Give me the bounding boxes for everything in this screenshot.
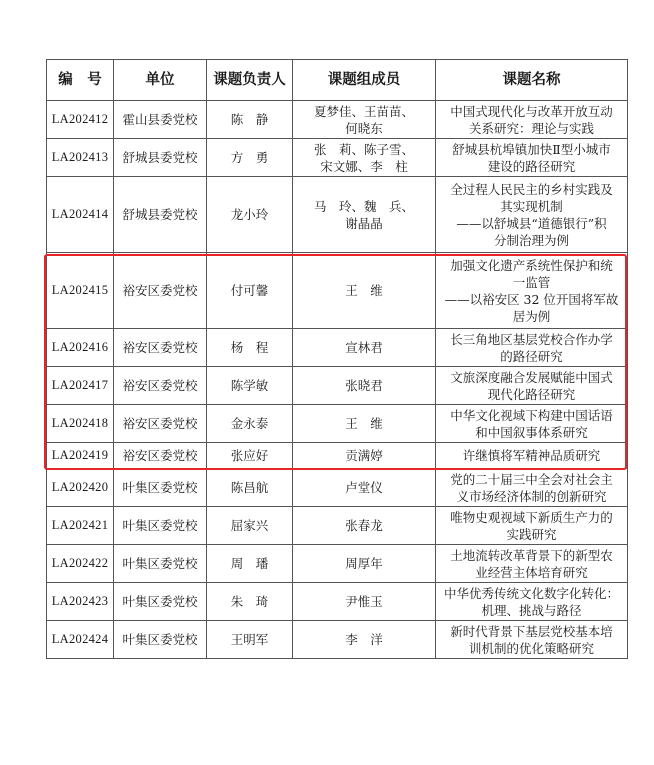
cell-unit: 裕安区委党校	[114, 405, 207, 443]
cell-leader: 龙小玲	[207, 177, 293, 253]
cell-leader: 王明军	[207, 621, 293, 659]
header-code: 编 号	[47, 60, 114, 101]
cell-members: 张 莉、陈子雪、 宋文娜、李 柱	[293, 139, 436, 177]
cell-unit: 叶集区委党校	[114, 583, 207, 621]
cell-code: LA202419	[47, 443, 114, 469]
table-row	[47, 367, 628, 405]
cell-leader: 陈 静	[207, 101, 293, 139]
cell-members: 张春龙	[293, 507, 436, 545]
table-row	[47, 507, 628, 545]
cell-title: 新时代背景下基层党校基本培 训机制的优化策略研究	[436, 621, 628, 659]
cell-unit: 霍山县委党校	[114, 101, 207, 139]
cell-members: 张晓君	[293, 367, 436, 405]
cell-leader: 周 璠	[207, 545, 293, 583]
table-row	[47, 443, 628, 469]
cell-code: LA202423	[47, 583, 114, 621]
cell-code: LA202412	[47, 101, 114, 139]
table-row	[47, 545, 628, 583]
table-row	[47, 405, 628, 443]
cell-title: 土地流转改革背景下的新型农 业经营主体培育研究	[436, 545, 628, 583]
table-row	[47, 139, 628, 177]
cell-code: LA202413	[47, 139, 114, 177]
cell-members: 夏梦佳、王苗苗、 何晓东	[293, 101, 436, 139]
document-page	[46, 59, 627, 659]
cell-leader: 金永泰	[207, 405, 293, 443]
cell-unit: 舒城县委党校	[114, 139, 207, 177]
cell-title: 长三角地区基层党校合作办学 的路径研究	[436, 329, 628, 367]
cell-title: 党的二十届三中全会对社会主 义市场经济体制的创新研究	[436, 469, 628, 507]
cell-members: 贡满婷	[293, 443, 436, 469]
cell-code: LA202424	[47, 621, 114, 659]
cell-unit: 叶集区委党校	[114, 621, 207, 659]
cell-code: LA202420	[47, 469, 114, 507]
cell-unit: 叶集区委党校	[114, 545, 207, 583]
cell-title: 中国式现代化与改革开放互动 关系研究：理论与实践	[436, 101, 628, 139]
cell-unit: 裕安区委党校	[114, 367, 207, 405]
cell-leader: 付可馨	[207, 253, 293, 329]
cell-title: 中华优秀传统文化数字化转化： 机理、挑战与路径	[436, 583, 628, 621]
table-header-row	[47, 60, 628, 101]
table-row	[47, 253, 628, 329]
cell-unit: 舒城县委党校	[114, 177, 207, 253]
cell-members: 尹惟玉	[293, 583, 436, 621]
cell-code: LA202417	[47, 367, 114, 405]
cell-unit: 裕安区委党校	[114, 329, 207, 367]
cell-members: 马 玲、魏 兵、 谢晶晶	[293, 177, 436, 253]
cell-unit: 叶集区委党校	[114, 469, 207, 507]
cell-title: 加强文化遗产系统性保护和统 一监管 ——以裕安区 32 位开国将军故 居为例	[436, 253, 628, 329]
cell-members: 周厚年	[293, 545, 436, 583]
cell-title: 中华文化视域下构建中国话语 和中国叙事体系研究	[436, 405, 628, 443]
table-row	[47, 329, 628, 367]
cell-members: 王 维	[293, 405, 436, 443]
cell-code: LA202414	[47, 177, 114, 253]
cell-code: LA202416	[47, 329, 114, 367]
cell-code: LA202421	[47, 507, 114, 545]
cell-leader: 陈学敏	[207, 367, 293, 405]
cell-members: 宣林君	[293, 329, 436, 367]
cell-leader: 朱 琦	[207, 583, 293, 621]
cell-code: LA202418	[47, 405, 114, 443]
cell-title: 文旅深度融合发展赋能中国式 现代化路径研究	[436, 367, 628, 405]
cell-leader: 张应好	[207, 443, 293, 469]
table-row	[47, 469, 628, 507]
cell-code: LA202422	[47, 545, 114, 583]
cell-members: 卢堂仪	[293, 469, 436, 507]
cell-leader: 陈昌航	[207, 469, 293, 507]
cell-code: LA202415	[47, 253, 114, 329]
cell-leader: 屈家兴	[207, 507, 293, 545]
table-row	[47, 177, 628, 253]
header-members: 课题组成员	[293, 60, 436, 101]
project-table	[46, 59, 628, 659]
header-leader: 课题负责人	[207, 60, 293, 101]
cell-title: 全过程人民民主的乡村实践及 其实现机制 ——以舒城县“道德银行”积 分制治理为例	[436, 177, 628, 253]
cell-unit: 裕安区委党校	[114, 443, 207, 469]
cell-members: 李 洋	[293, 621, 436, 659]
cell-unit: 叶集区委党校	[114, 507, 207, 545]
header-unit: 单位	[114, 60, 207, 101]
cell-leader: 方 勇	[207, 139, 293, 177]
cell-title: 舒城县杭埠镇加快Ⅱ型小城市 建设的路径研究	[436, 139, 628, 177]
cell-members: 王 维	[293, 253, 436, 329]
cell-title: 唯物史观视域下新质生产力的 实践研究	[436, 507, 628, 545]
table-row	[47, 583, 628, 621]
cell-leader: 杨 程	[207, 329, 293, 367]
header-title: 课题名称	[436, 60, 628, 101]
cell-unit: 裕安区委党校	[114, 253, 207, 329]
table-row	[47, 621, 628, 659]
cell-title: 许继慎将军精神品质研究	[436, 443, 628, 469]
table-row	[47, 101, 628, 139]
